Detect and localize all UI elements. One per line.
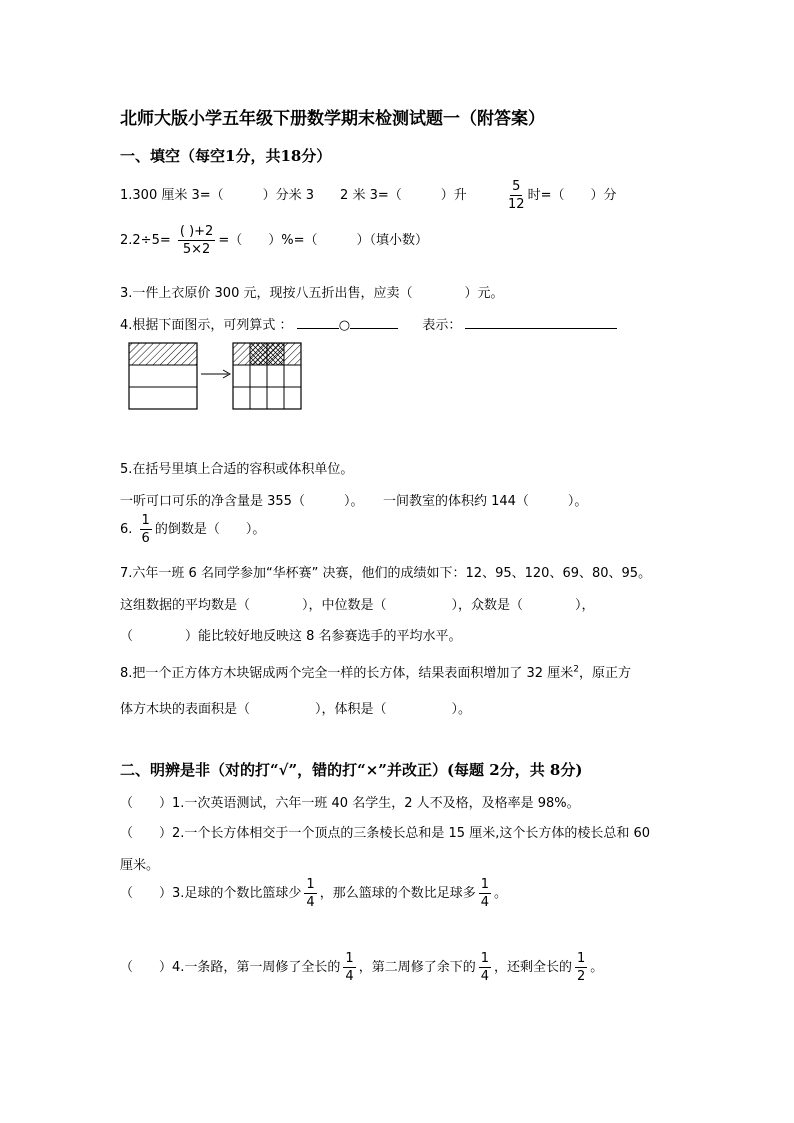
question-6 [120, 514, 265, 545]
q1-text-a: 1.300 厘米 3=（ ）分米 3 2 米 3=（ ）升 [120, 188, 467, 203]
q4-blank-3[interactable] [465, 328, 617, 329]
q8-superscript: 2 [573, 664, 579, 675]
j4-fraction-3: $\frac{1}{2}$ [577, 951, 586, 984]
q2-text-b: =（ ）%=（ ）（填小数） [218, 233, 428, 248]
j3-fraction-1: $\frac{1}{4}$ [306, 877, 315, 910]
j4-fraction-1: $\frac{1}{4}$ [345, 951, 354, 984]
judge-4: （ ）4.一条路，第一周修了全长的 $\frac{1}{4}$ ，第二周修了余下的 $\frac{1}{4}$ ，还剩全长的 $\frac{1}{2}$ 。 [120, 951, 604, 984]
q6-fraction: $\frac{1}{6}$ [141, 513, 150, 546]
question-8-line-2: 体方木块的表面积是（ ），体积是（ ）。 [120, 702, 472, 717]
question-5-line-2: 一听可口可乐的净含量是 355（ ）。 一间教室的体积约 144（ ）。 [120, 494, 588, 509]
q4-operator-circle: ○ [338, 318, 351, 333]
original-rectangle [129, 343, 197, 409]
j3-fraction-2: $\frac{1}{4}$ [480, 877, 489, 910]
question-2 [120, 225, 428, 256]
section2-heading: 二、明辨是非（对的打“√”，错的打“×”并改正）(每题 2分，共 8分) [120, 761, 583, 779]
question-4 [120, 314, 617, 333]
q2-text-a: 2.2÷5= [120, 233, 171, 248]
q1-text-b: 时=（ ）分 [527, 188, 617, 203]
judge-2: （ ）2.一个长方体相交于一个顶点的三条棱长总和是 15 厘米,这个长方体的棱长总和 60 [120, 826, 651, 841]
divided-rectangle [233, 343, 301, 409]
question-7-line-3: （ ）能比较好地反映这 8 名参赛选手的平均水平。 [120, 629, 462, 644]
q4-text-b: 表示： [422, 318, 462, 333]
q1-fraction: $\frac{5}{12}$ [508, 179, 525, 212]
question-5: 5.在括号里填上合适的容积或体积单位。 [120, 462, 354, 477]
arrow-icon [201, 370, 230, 378]
j4-fraction-2: $\frac{1}{4}$ [480, 951, 489, 984]
page-title: 北师大版小学五年级下册数学期末检测试题一（附答案） [120, 109, 545, 129]
judge-1: （ ）1.一次英语测试，六年一班 40 名学生，2 人不及格，及格率是 98%。 [120, 796, 580, 811]
q6-text-b: 的倒数是（ ）。 [154, 522, 266, 537]
q4-text-a: 4.根据下面图示，可列算式 ： [120, 318, 293, 333]
q4-blank-1[interactable] [297, 328, 339, 329]
question-1 [120, 180, 616, 211]
q6-text-a: 6. [120, 522, 133, 537]
question-7: 7.六年一班 6 名同学参加“华杯赛” 决赛，他们的成绩如下：12、95、120、69、80、95。 [120, 566, 652, 581]
question-8: 8.把一个正方体方木块锯成两个完全一样的长方体，结果表面积增加了 32 厘米$^2$，原正方 [120, 664, 631, 681]
fraction-diagram [128, 340, 306, 414]
question-3: 3.一件上衣原价 300 元，现按八五折出售，应卖（ ）元。 [120, 286, 504, 301]
question-7-line-2: 这组数据的平均数是（ ），中位数是（ ），众数是（ ）， [120, 598, 595, 613]
section1-heading: 一、填空（每空1分，共18分） [120, 147, 332, 165]
judge-3: （ ）3.足球的个数比篮球少 $\frac{1}{4}$ ，那么篮球的个数比足球多 $\frac{1}{4}$ 。 [120, 877, 507, 910]
q2-fraction: $\frac{( )+2}{5\times 2}$ [179, 224, 214, 257]
q4-blank-2[interactable] [350, 328, 398, 329]
judge-2-line-2: 厘米。 [120, 858, 160, 873]
